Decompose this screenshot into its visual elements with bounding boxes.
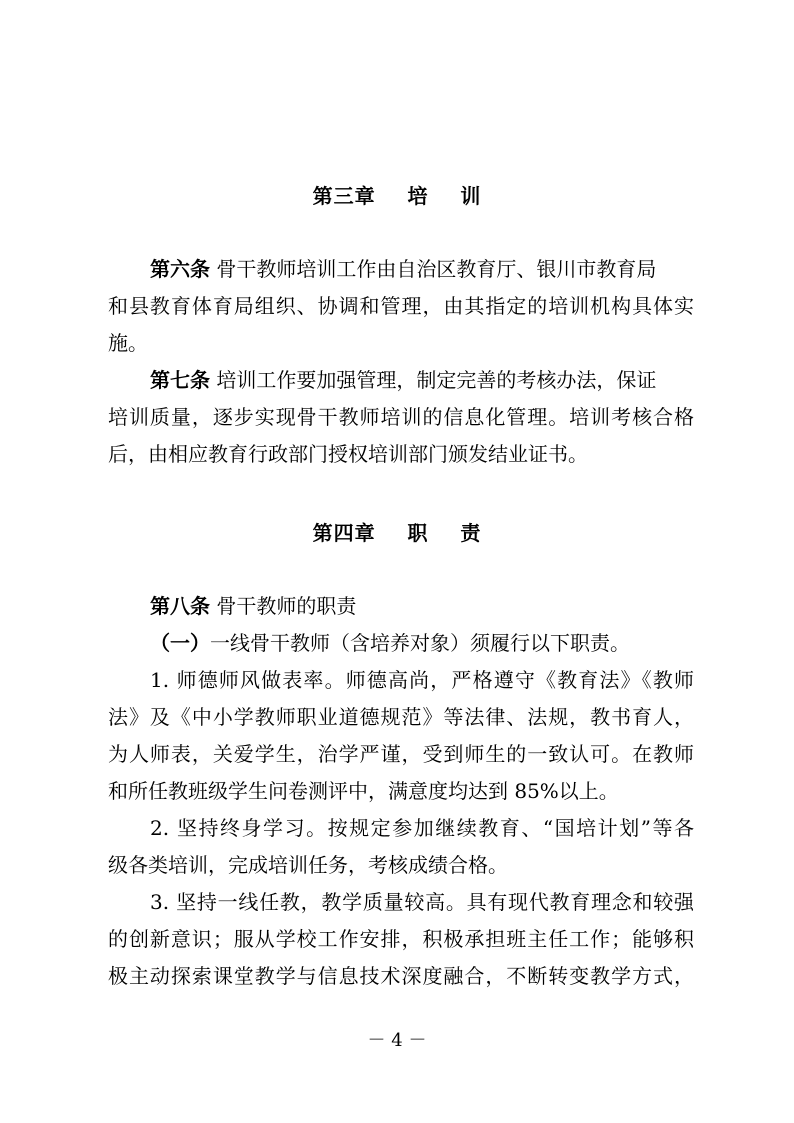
item-3-line-1: 3. 坚持一线任教，教学质量较高。具有现代教育理念和较强 [150, 890, 694, 914]
chapter-3-heading: 第三章 培 训 [312, 184, 482, 208]
chapter-4-heading: 第四章 职 责 [312, 521, 482, 545]
article-7-text-1: 培训工作要加强管理，制定完善的考核办法，保证 [210, 368, 657, 392]
article-6-line-3: 施。 [108, 331, 148, 355]
item-1-line-1: 1. 师德师风做表率。师德高尚，严格遵守《教育法》《教师 [150, 668, 694, 692]
article-6-line-2: 和县教育体育局组织、协调和管理，由其指定的培训机构具体实 [108, 294, 694, 318]
article-6-lead: 第六条 [150, 257, 210, 281]
item-1-line-4: 和所任教班级学生问卷测评中，满意度均达到 85%以上。 [108, 779, 619, 803]
page-number: － 4 － [367, 1030, 427, 1051]
article-8-lead: 第八条 [150, 594, 210, 618]
article-8-text-1: 骨干教师的职责 [210, 594, 357, 618]
item-1-line-3: 为人师表，关爱学生，治学严谨，受到师生的一致认可。在教师 [108, 742, 694, 766]
item-1-line-2: 法》及《中小学教师职业道德规范》等法律、法规，教书育人， [108, 705, 694, 729]
article-7-line-1 [150, 366, 694, 398]
article-6-text-1: 骨干教师培训工作由自治区教育厅、银川市教育局 [210, 257, 657, 281]
article-7-line-2: 培训质量，逐步实现骨干教师培训的信息化管理。培训考核合格 [108, 405, 694, 429]
item-2-line-2: 级各类培训，完成培训任务，考核成绩合格。 [108, 853, 508, 877]
article-7-line-3: 后，由相应教育行政部门授权培训部门颁发结业证书。 [108, 442, 588, 466]
item-2-line-1: 2. 坚持终身学习。按规定参加继续教育、“国培计划”等各 [150, 816, 694, 840]
article-6-line-1 [150, 255, 694, 287]
item-3-line-3: 极主动探索课堂教学与信息技术深度融合，不断转变教学方式， [108, 964, 694, 988]
section-1-text: 一线骨干教师（含培养对象）须履行以下职责。 [210, 631, 630, 655]
article-8-line-1 [150, 592, 694, 624]
section-1-lead: （一） [150, 631, 210, 655]
item-3-line-2: 的创新意识；服从学校工作安排，积极承担班主任工作；能够积 [108, 927, 694, 951]
article-7-lead: 第七条 [150, 368, 210, 392]
section-1-line [150, 629, 694, 661]
